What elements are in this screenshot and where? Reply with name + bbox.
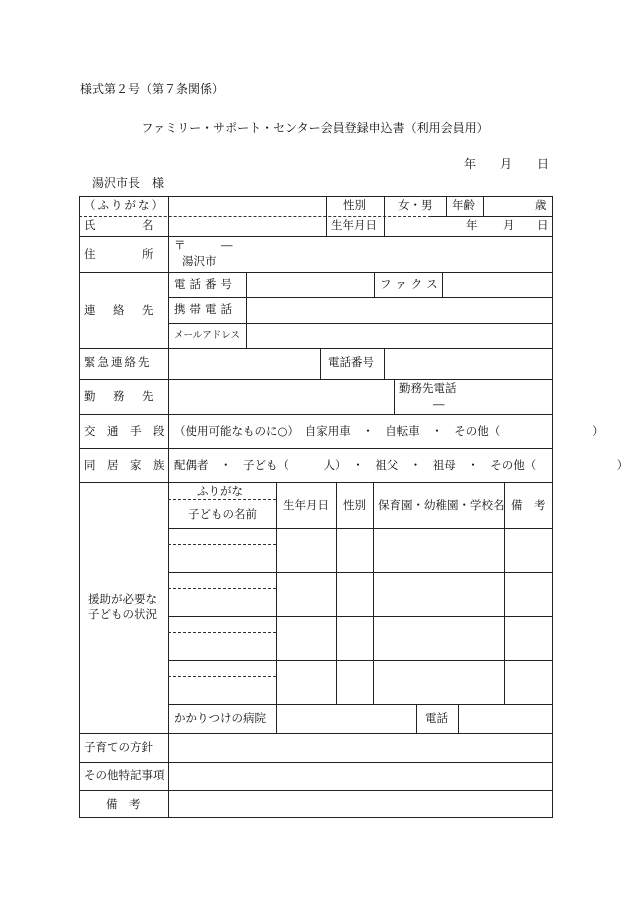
children-header-name: 子どもの名前 (188, 507, 257, 521)
household-label: 同 居 家 族 (84, 458, 165, 472)
address-input[interactable] (240, 240, 550, 270)
age-input[interactable] (485, 198, 531, 214)
workplace-phone-dash: ― (433, 397, 445, 411)
address-label: 住 所 (84, 247, 157, 261)
birthdate-label: 生年月日 (331, 218, 377, 232)
email-label: メールアドレス (174, 330, 241, 341)
workplace-phone-label: 勤務先電話 (399, 381, 457, 395)
other-notes-input[interactable] (170, 764, 550, 788)
children-label-line1: 援助が必要な (88, 592, 157, 606)
emergency-phone-input[interactable] (386, 350, 550, 377)
age-unit: 歳 (535, 198, 547, 212)
label-column-divider (168, 196, 169, 818)
furigana-input[interactable] (170, 198, 324, 214)
fax-label: ファクス (380, 277, 442, 291)
household-options: 配偶者 ・ 子ども（ 人） ・ 祖父 ・ 祖母 ・ その他（ ） (174, 458, 629, 472)
fax-input[interactable] (444, 274, 550, 295)
form-number: 様式第２号（第７条関係） (80, 82, 225, 96)
hospital-phone-input[interactable] (460, 706, 550, 731)
name-label: 氏 名 (84, 218, 157, 232)
emergency-contact-input[interactable] (170, 350, 318, 377)
children-header-gender: 性別 (343, 498, 366, 512)
children-label-line2: 子どもの状況 (88, 607, 157, 621)
email-input[interactable] (248, 325, 550, 346)
birthdate-year: 年 (466, 218, 478, 232)
mobile-input[interactable] (248, 299, 550, 321)
age-label: 年齢 (452, 198, 475, 212)
workplace-label: 勤 務 先 (84, 389, 157, 403)
gender-value: 女・男 (398, 198, 433, 212)
children-header-birthdate: 生年月日 (283, 498, 329, 512)
mobile-label: 携帯電話 (174, 302, 236, 316)
transport-options: （使用可能なものに○） 自家用車 ・ 自転車 ・ その他（ ） (174, 424, 604, 438)
birthdate-month: 月 (503, 218, 515, 232)
furigana-label: （ふりがな） (84, 198, 165, 212)
remarks-input[interactable] (170, 792, 550, 816)
workplace-input[interactable] (170, 381, 392, 412)
addressee: 湯沢市長 様 (92, 176, 165, 190)
phone-input[interactable] (248, 274, 372, 295)
birthdate-input[interactable] (386, 218, 462, 234)
phone-label: 電話番号 (174, 277, 236, 291)
postal-mark: 〒 (174, 238, 186, 252)
form-title: ファミリー・サポート・センター会員登録申込書（利用会員用） (141, 121, 489, 135)
emergency-label: 緊急連絡先 (84, 355, 152, 369)
emergency-phone-label: 電話番号 (328, 355, 374, 369)
hospital-input[interactable] (278, 706, 414, 731)
date-month-label: 月 (500, 157, 513, 171)
gender-label: 性別 (343, 198, 366, 212)
parenting-policy-input[interactable] (170, 735, 550, 760)
hospital-label: かかりつけの病院 (174, 711, 266, 725)
parenting-policy-label: 子育ての方針 (84, 740, 153, 754)
children-header-school: 保育園・幼稚園・学校名 (378, 498, 505, 512)
children-header-remarks: 備 考 (511, 498, 546, 512)
remarks-label: 備 考 (106, 797, 141, 811)
hospital-phone-label: 電話 (425, 711, 448, 725)
other-notes-label: その他特記事項 (84, 768, 165, 782)
date-day-label: 日 (537, 157, 550, 171)
transport-label: 交 通 手 段 (84, 424, 165, 438)
furigana-divider (79, 216, 431, 217)
date-year-label: 年 (464, 157, 477, 171)
city-label: 湯沢市 (182, 254, 217, 268)
contact-label: 連 絡 先 (84, 303, 157, 317)
children-header-furigana: ふりがな (197, 484, 243, 498)
postal-dash: ― (221, 238, 233, 252)
name-input[interactable] (170, 218, 324, 234)
birthdate-day: 日 (537, 218, 549, 232)
